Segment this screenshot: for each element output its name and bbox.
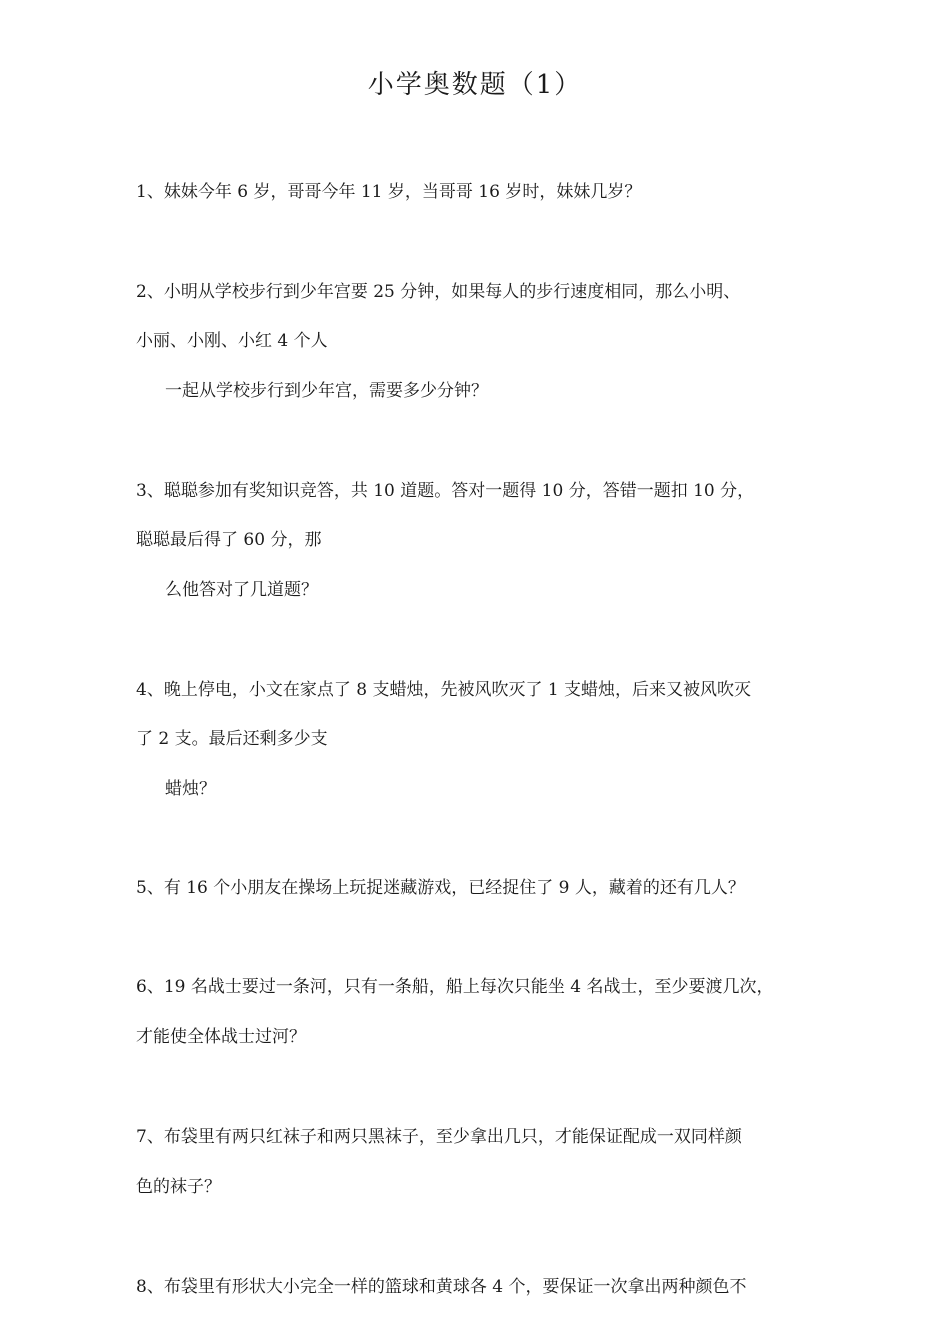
question-2-line-1: 2、小明从学校步行到少年宫要 25 分钟，如果每人的步行速度相同，那么小明、: [136, 282, 741, 302]
question-6-line-1: 6、19 名战士要过一条河，只有一条船，船上每次只能坐 4 名战士，至少要渡几次，: [136, 977, 774, 997]
question-7-line-1: 7、布袋里有两只红袜子和两只黑袜子，至少拿出几只，才能保证配成一双同样颜: [136, 1127, 742, 1147]
question-8-line-1: 8、布袋里有形状大小完全一样的篮球和黄球各 4 个，要保证一次拿出两种颜色不: [136, 1277, 747, 1297]
document-title: 小学奥数题（1）: [367, 70, 583, 100]
question-1-line-1: 1、妹妹今年 6 岁，哥哥今年 11 岁，当哥哥 16 岁时，妹妹几岁？: [136, 182, 642, 202]
question-4-line-1: 4、晚上停电，小文在家点了 8 支蜡烛，先被风吹灭了 1 支蜡烛，后来又被风吹灭: [136, 680, 752, 700]
question-2-line-3: 一起从学校步行到少年宫，需要多少分钟？: [165, 381, 488, 401]
question-3-line-1: 3、聪聪参加有奖知识竞答，共 10 道题。答对一题得 10 分，答错一题扣 10 分，: [136, 481, 755, 501]
question-4-line-2: 了 2 支。最后还剩多少支: [136, 729, 328, 749]
question-4-line-3: 蜡烛？: [165, 779, 216, 799]
question-5-line-1: 5、有 16 个小朋友在操场上玩捉迷藏游戏，已经捉住了 9 人，藏着的还有几人？: [136, 878, 745, 898]
question-6-line-2: 才能使全体战士过河？: [136, 1027, 306, 1047]
question-3-line-2: 聪聪最后得了 60 分，那: [136, 530, 322, 550]
question-2-line-2: 小丽、小刚、小红 4 个人: [136, 331, 328, 351]
question-3-line-3: 么他答对了几道题？: [165, 580, 318, 600]
question-7-line-2: 色的袜子？: [136, 1177, 221, 1197]
